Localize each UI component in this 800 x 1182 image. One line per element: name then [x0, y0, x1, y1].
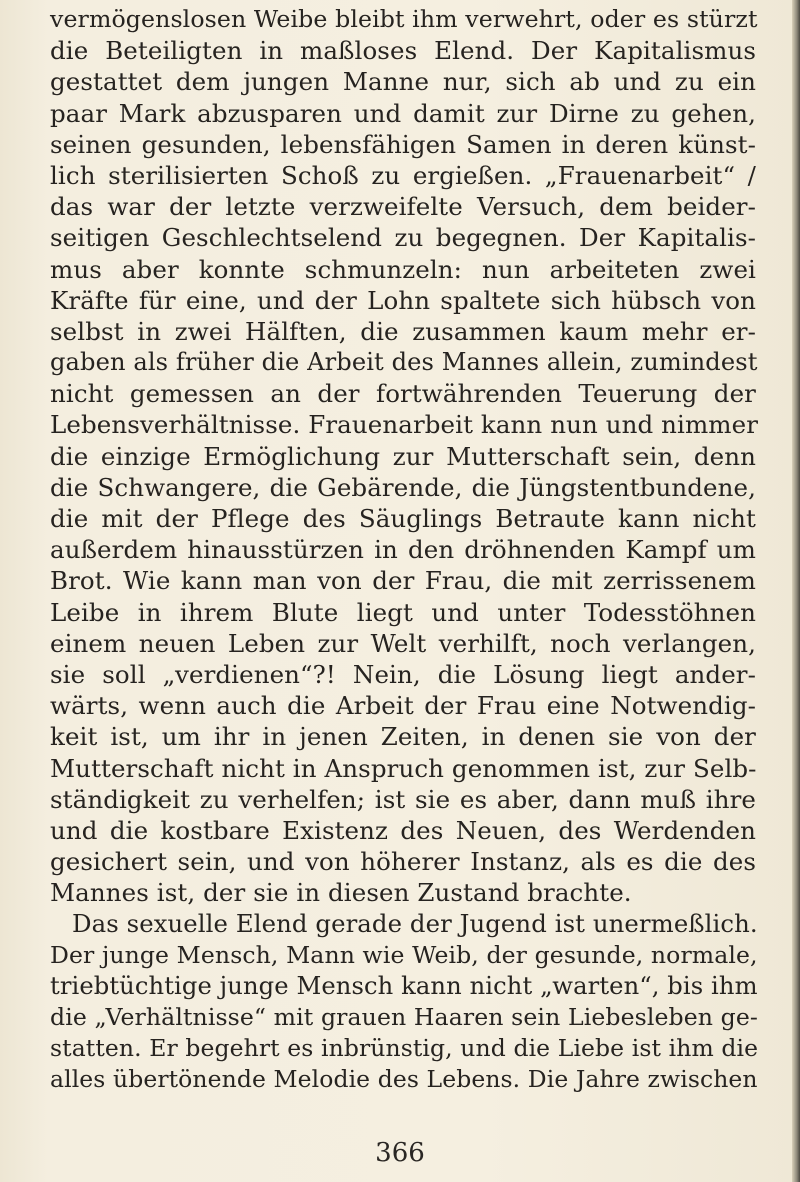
text-line-20: Leibe in ihrem Blute liegt und unter Todesstöhnen — [50, 597, 756, 627]
text-line-26: ständigkeit zu verhelfen; ist sie es aber, dann muß ihre — [50, 784, 756, 814]
text-line-4: paar Mark abzusparen und damit zur Dirne zu gehen, — [50, 98, 756, 128]
text-line-2: die Beteiligten in maßloses Elend. Der Kapitalismus — [50, 36, 756, 66]
text-line-6: lich sterilisierten Schoß zu ergießen. „Frauenarbeit“ / — [50, 160, 756, 190]
text-line-31: Der junge Mensch, Mann wie Weib, der gesunde, normale, — [50, 940, 758, 969]
text-line-8: seitigen Geschlechtselend zu begegnen. Der Kapitalis- — [50, 223, 756, 253]
text-line-18: außerdem hinausstürzen in den dröhnenden Kampf um — [50, 535, 756, 565]
page-edge-shadow — [792, 0, 800, 1182]
text-line-7: das war der letzte verzweifelte Versuch, dem beider- — [50, 192, 756, 222]
text-line-28: gesichert sein, und von höherer Instanz, als es die des — [50, 847, 756, 877]
text-line-15: die einzige Ermöglichung zur Mutterschaft sein, denn — [50, 441, 756, 471]
text-line-12: gaben als früher die Arbeit des Mannes allein, zumindest — [50, 348, 758, 377]
text-line-10: Kräfte für eine, und der Lohn spaltete sich hübsch von — [50, 285, 756, 315]
text-line-32: triebtüchtige junge Mensch kann nicht „warten“, bis ihm — [50, 971, 758, 1000]
text-line-29: Mannes ist, der sie in diesen Zustand brachte. — [50, 878, 632, 908]
text-line-34: statten. Er begehrt es inbrünstig, und die Liebe ist ihm die — [50, 1034, 759, 1063]
text-line-25: Mutterschaft nicht in Anspruch genommen ist, zur Selb- — [50, 753, 757, 783]
text-line-16: die Schwangere, die Gebärende, die Jüngstentbundene, — [50, 472, 756, 502]
text-line-5: seinen gesunden, lebensfähigen Samen in deren künst- — [50, 129, 756, 159]
text-line-14: Lebensverhältnisse. Frauenarbeit kann nun und nimmer — [50, 410, 759, 440]
text-line-11: selbst in zwei Hälften, die zusammen kaum mehr er- — [50, 316, 756, 346]
text-line-9: mus aber konnte schmunzeln: nun arbeiteten zwei — [50, 254, 756, 284]
body-text — [50, 4, 759, 1096]
text-line-35: alles übertönende Melodie des Lebens. Die Jahre zwischen — [50, 1065, 758, 1094]
text-line-21: einem neuen Leben zur Welt verhilft, noch verlangen, — [50, 628, 756, 658]
text-line-33: die „Verhältnisse“ mit grauen Haaren sein Liebesleben ge- — [50, 1003, 758, 1031]
text-line-27: und die kostbare Existenz des Neuen, des Werdenden — [50, 815, 756, 845]
text-line-30: Das sexuelle Elend gerade der Jugend ist unermeßlich. — [72, 909, 758, 939]
text-line-23: wärts, wenn auch die Arbeit der Frau eine Notwendig- — [50, 691, 756, 721]
text-line-22: sie soll „verdienen“?! Nein, die Lösung liegt ander- — [50, 659, 756, 689]
text-line-19: Brot. Wie kann man von der Frau, die mit zerrissenem — [50, 566, 756, 596]
page-number: 366 — [375, 1138, 425, 1168]
text-line-13: nicht gemessen an der fortwährenden Teuerung der — [50, 379, 756, 409]
text-line-17: die mit der Pflege des Säuglings Betraute kann nicht — [50, 504, 756, 533]
text-line-24: keit ist, um ihr in jenen Zeiten, in denen sie von der — [50, 722, 756, 752]
text-line-1: vermögenslosen Weibe bleibt ihm verwehrt, oder es stürzt — [50, 5, 758, 33]
text-line-3: gestattet dem jungen Manne nur, sich ab und zu ein — [50, 67, 756, 97]
